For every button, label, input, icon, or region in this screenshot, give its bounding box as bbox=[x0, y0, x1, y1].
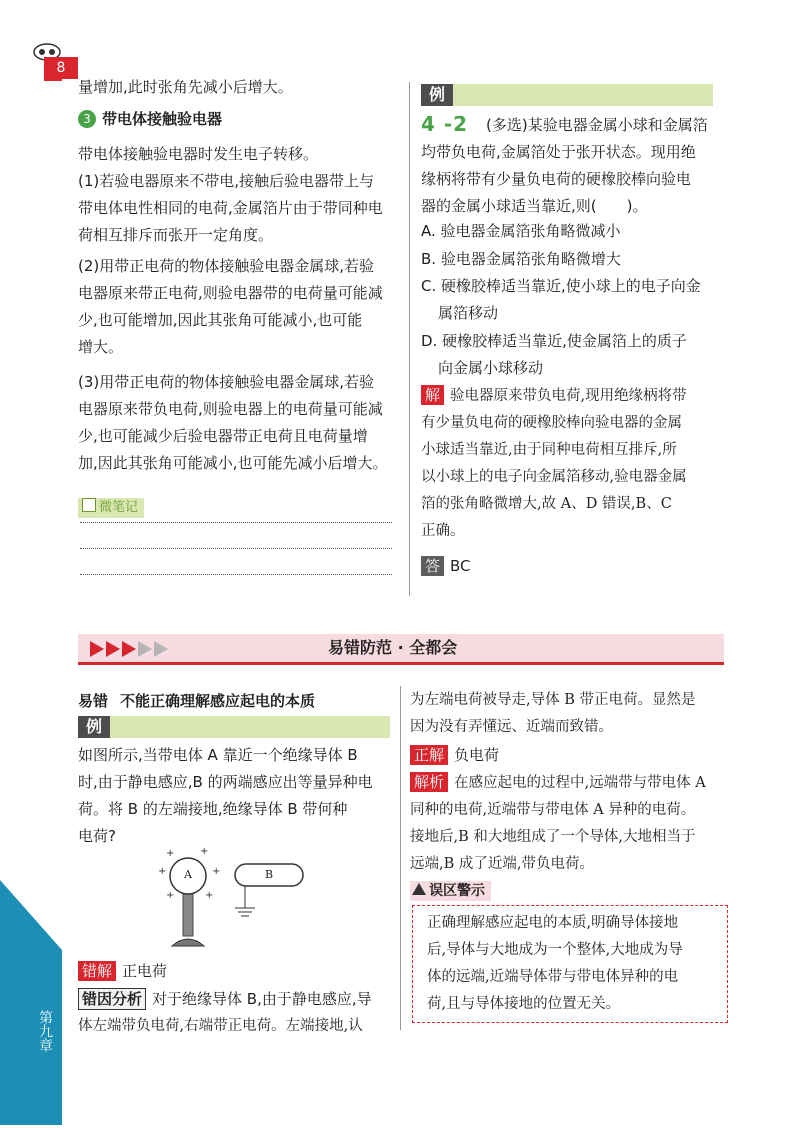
note-label: 微笔记 bbox=[78, 498, 144, 518]
analysis: 解析 在感应起电的过程中,远端带与带电体 A 同种的电荷,近端带与带电体 A 异种的电荷。 接地后,B 和大地组成了一个导体,大地相当于 远端,B 成了近端,带负电荷。 bbox=[410, 773, 706, 872]
banner-title: 易错防范 · 全都会 bbox=[328, 638, 458, 657]
option-b: B. 验电器金属箔张角略微增大 bbox=[421, 250, 621, 268]
svg-text:+: + bbox=[158, 866, 167, 877]
column-divider-top bbox=[409, 82, 410, 596]
warning-icon bbox=[412, 883, 426, 895]
section-number-badge: 3 bbox=[78, 110, 96, 128]
svg-text:+: + bbox=[166, 890, 175, 901]
cause-label: 错因分析 bbox=[78, 988, 146, 1010]
left-line0: 量增加,此时张角先减小后增大。 bbox=[78, 78, 293, 96]
section-title: 带电体接触验电器 bbox=[102, 110, 223, 128]
column-divider-bottom bbox=[400, 686, 401, 1030]
figure-label-b: B bbox=[265, 868, 274, 881]
mistake-tag: 易错 bbox=[78, 692, 109, 710]
left-intro: 带电体接触验电器时发生电子转移。 bbox=[78, 145, 319, 163]
correct-answer: 正解 负电荷 bbox=[410, 742, 499, 769]
svg-text:+: + bbox=[200, 848, 209, 857]
example-header-bar bbox=[421, 84, 713, 106]
header-line bbox=[44, 79, 62, 81]
option-d: D. 硬橡胶棒适当靠近,使金属箔上的质子 向金属小球移动 bbox=[421, 332, 687, 377]
wrong-answer: 错解 正电荷 bbox=[78, 958, 167, 985]
pencil-icon bbox=[82, 498, 96, 512]
correct-label: 正解 bbox=[410, 745, 448, 765]
paragraph-3: (3)用带正电荷的物体接触验电器金属球,若验 电器原来带负电荷,则验电器上的电荷量可能减 少,也可能减少后验电器带正电荷且电荷量增 加,因此其张角可能减小,也可能先减小后增大。 bbox=[78, 373, 388, 472]
svg-text:+: + bbox=[205, 890, 214, 901]
chapter-side-tab bbox=[0, 880, 62, 1125]
option-c: C. 硬橡胶棒适当靠近,使小球上的电子向金 属箔移动 bbox=[421, 277, 701, 322]
note-line-1 bbox=[80, 522, 392, 523]
example-tab: 例 bbox=[421, 84, 453, 106]
da-label: 答 bbox=[421, 556, 444, 576]
figure-label-a: A bbox=[184, 868, 192, 881]
warning-box: 正确理解感应起电的本质,明确导体接地 后,导体与大地成为一个整体,大地成为导 体的远端,近端导体带与带电体异种的电 荷,且与导体接地的位置无关。 bbox=[412, 905, 728, 1023]
warning-heading: 误区警示 bbox=[410, 881, 491, 901]
chapter-label: 第九章 bbox=[37, 1010, 53, 1052]
mistake-heading: 易错 不能正确理解感应起电的本质 bbox=[78, 692, 316, 710]
mistake-question: 如图所示,当带电体 A 靠近一个绝缘导体 B 时,由于静电感应,B 的两端感应出等量异种电 荷。将 B 的左端接地,绝缘导体 B 带何种 电荷? bbox=[78, 746, 373, 845]
jie-label: 解 bbox=[421, 385, 444, 405]
example-question: 均带负电荷,金属箔处于张开状态。现用绝 缘柄将带有少量负电荷的硬橡胶棒向验电 器的金属小球适当靠近,则( )。 bbox=[421, 143, 696, 215]
note-line-2 bbox=[80, 548, 392, 549]
svg-text:+: + bbox=[212, 866, 221, 877]
section-heading bbox=[78, 108, 222, 129]
example-question-first: (多选)某验电器金属小球和金属箔 bbox=[486, 116, 708, 134]
solution: 解 验电器原来带负电荷,现用绝缘柄将带 有少量负电荷的硬橡胶棒向验电器的金属 小球适当靠近,由于同种电荷相互排斥,所 以小球上的电子向金属箔移动,验电器金属 箔的张角略微增大,故 A、D 错误,B、C 正确。 bbox=[421, 386, 687, 539]
cause-analysis: 错因分析 对于绝缘导体 B,由于静电感应,导 体左端带负电荷,右端带正电荷。左端接地,认 bbox=[78, 990, 372, 1034]
continued-text: 为左端电荷被导走,导体 B 带正电荷。显然是 因为没有弄懂远、近端而致错。 bbox=[410, 692, 696, 735]
analysis-label: 解析 bbox=[410, 772, 448, 792]
paragraph-2: (2)用带正电荷的物体接触验电器金属球,若验 电器原来带正电荷,则验电器带的电荷量可能减 少,也可能增加,因此其张角可能减小,也可能 增大。 bbox=[78, 257, 383, 356]
mistake-example-bar bbox=[78, 716, 390, 738]
example-number: 4 -2 bbox=[421, 112, 469, 136]
paragraph-1: (1)若验电器原来不带电,接触后验电器带上与 带电体电性相同的电荷,金属箔片由于带同种电 荷相互排斥而张开一定角度。 bbox=[78, 172, 383, 244]
page-number-badge: 8 bbox=[44, 57, 78, 79]
arrow-icons bbox=[90, 641, 174, 661]
answer: 答 BC bbox=[421, 553, 471, 580]
mistake-example-tab: 例 bbox=[78, 716, 110, 738]
induction-figure bbox=[150, 848, 320, 950]
option-a: A. 验电器金属箔张角略微减小 bbox=[421, 222, 621, 240]
wrong-label: 错解 bbox=[78, 961, 116, 981]
section-banner bbox=[78, 634, 724, 665]
svg-text:+: + bbox=[166, 848, 175, 859]
note-line-3 bbox=[80, 574, 392, 575]
